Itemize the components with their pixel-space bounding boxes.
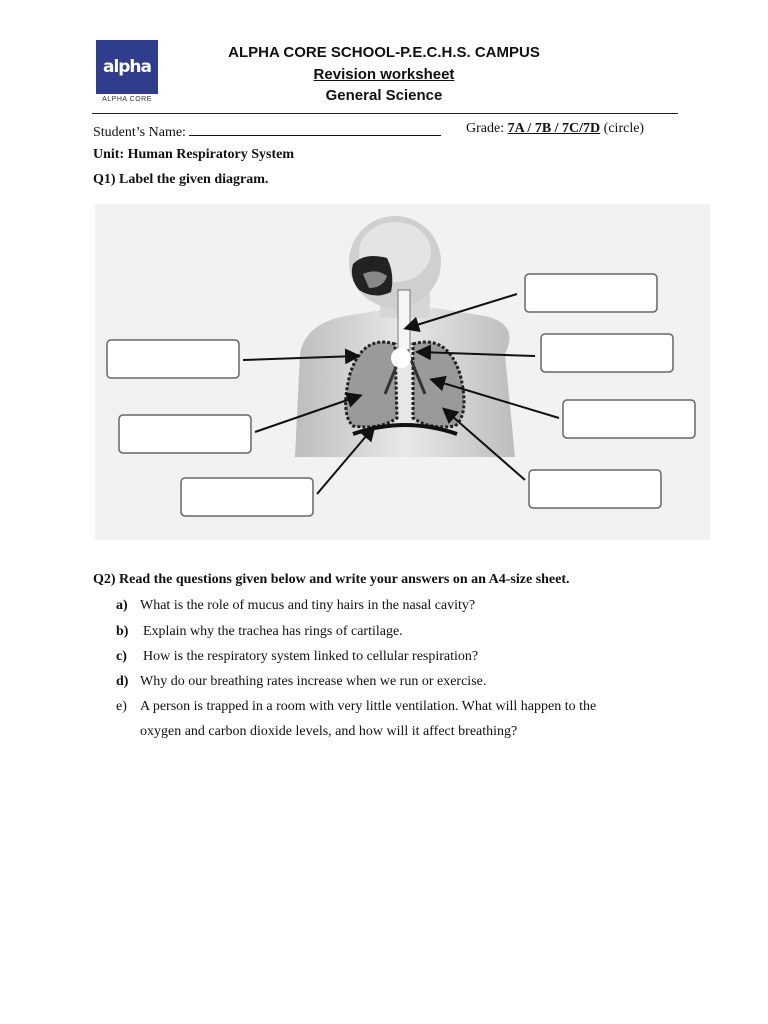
student-name-label: Student’s Name: — [93, 125, 186, 140]
label-box-left-3[interactable] — [181, 478, 313, 516]
grade-options[interactable]: 7A / 7B / 7C/7D — [507, 121, 601, 136]
logo-mark — [96, 40, 158, 94]
respiratory-diagram — [95, 204, 710, 540]
heart-gap-figure — [391, 348, 411, 368]
q2-item-letter: e) — [116, 699, 127, 714]
q2-item-letter: b) — [116, 624, 129, 639]
label-box-right-4[interactable] — [529, 470, 661, 508]
q2-title: Q2) Read the questions given below and write your answers on an A4-size sheet. — [93, 572, 570, 587]
label-box-right-2[interactable] — [541, 334, 673, 372]
q2-item-text: Why do our breathing rates increase when we run or exercise. — [140, 674, 487, 689]
label-box-left-2[interactable] — [119, 415, 251, 453]
trachea-figure — [398, 290, 410, 350]
header-divider — [92, 113, 678, 114]
student-info-row — [93, 121, 673, 141]
q1-title: Q1) Label the given diagram. — [93, 172, 269, 187]
label-box-right-3[interactable] — [563, 400, 695, 438]
q2-item-text: What is the role of mucus and tiny hairs in the nasal cavity? — [140, 598, 476, 613]
school-logo — [96, 40, 158, 106]
label-box-left-1[interactable] — [107, 340, 239, 378]
school-name: ALPHA CORE SCHOOL-P.E.C.H.S. CAMPUS — [228, 44, 540, 61]
q2-item-text: How is the respiratory system linked to cellular respiration? — [143, 649, 479, 664]
q2-item-text: A person is trapped in a room with very little ventilation. What will happen to the — [140, 699, 597, 714]
grade-group — [466, 121, 644, 137]
grade-note: (circle) — [603, 121, 645, 136]
unit-title: Unit: Human Respiratory System — [93, 147, 295, 162]
logo-caption: ALPHA CORE — [102, 96, 152, 103]
q2-item-text: Explain why the trachea has rings of cartilage. — [143, 624, 403, 639]
student-name-field[interactable] — [189, 121, 441, 136]
q2-item-text-continued: oxygen and carbon dioxide levels, and how will it affect breathing? — [140, 724, 518, 739]
grade-label: Grade: — [466, 121, 505, 136]
worksheet-title: Revision worksheet — [313, 66, 455, 83]
q2-item-letter: d) — [116, 674, 129, 689]
logo-wordmark: alpha — [102, 57, 152, 77]
label-box-right-1[interactable] — [525, 274, 657, 312]
q2-item-letter: a) — [116, 598, 128, 613]
subject-title: General Science — [325, 87, 443, 104]
q2-item-letter: c) — [116, 649, 127, 664]
